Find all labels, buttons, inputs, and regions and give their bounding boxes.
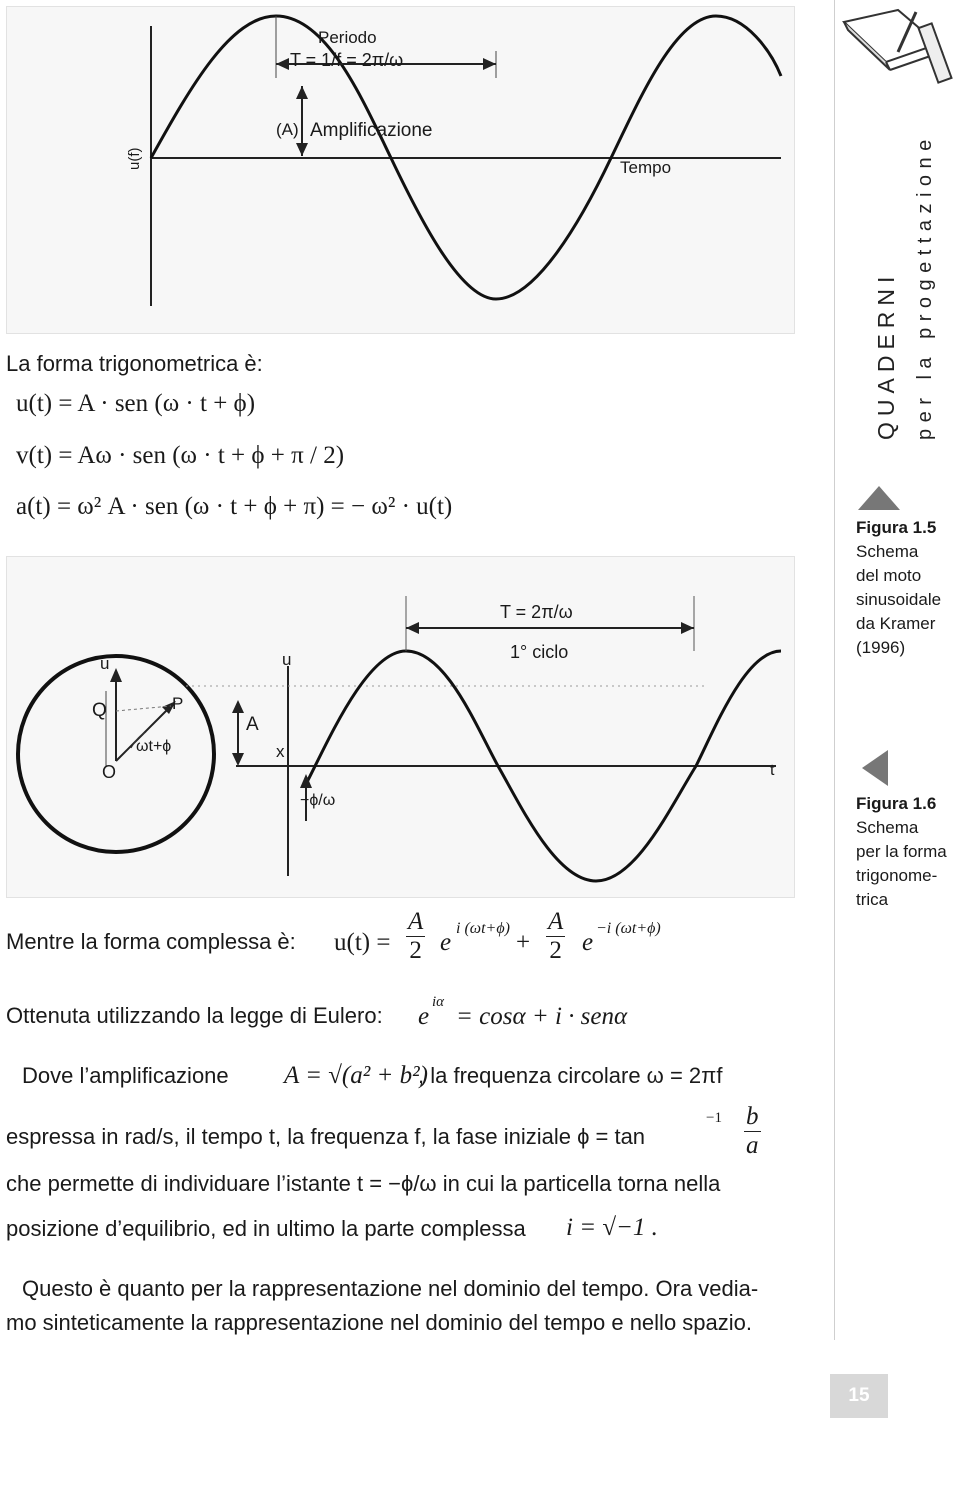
fig16-period-label: T = 2π/ω	[500, 602, 573, 622]
euler-e: e	[418, 1003, 430, 1030]
fig15-time-label: Tempo	[620, 158, 672, 177]
fig15-y-axis-label: u(f)	[126, 147, 143, 170]
figure-1-6-graph	[6, 556, 793, 896]
complex-exp1: i (ωt+ϕ)	[456, 920, 510, 937]
fig16-u-label-2: u	[282, 650, 292, 669]
euler-intro: Ottenuta utilizzando la legge di Eulero:	[6, 1003, 383, 1028]
rad-b: b	[746, 1103, 759, 1130]
equation-a: a(t) = ω² A · sen (ω · t + ϕ + π) = − ω² · u(t)	[16, 493, 453, 520]
complex-e1: e	[440, 929, 452, 956]
amp-rest: , la frequenza circolare ω = 2πf	[418, 1063, 723, 1088]
amp-intro: Dove l’amplificazione	[22, 1063, 229, 1088]
sidebar-divider	[834, 0, 835, 1340]
fig15-title: Figura 1.5	[856, 518, 937, 537]
fig16-o-label: O	[102, 762, 117, 782]
euler-rhs: = cosα + i · senα	[456, 1003, 628, 1030]
triangle-left-icon	[860, 748, 890, 788]
complex-a2: A	[548, 908, 564, 935]
figure-1-6-caption	[856, 792, 947, 912]
fig15-amp-marker: (A)	[276, 120, 299, 139]
fig16-a-label: A	[246, 714, 259, 735]
complex-two-2: 2	[549, 937, 562, 964]
fig16-p-label: P	[172, 694, 184, 713]
fig15-line-2: del moto	[856, 566, 922, 585]
closing-line-1: Questo è quanto per la rappresentazione nel dominio del tempo. Ora vedia-	[22, 1276, 759, 1301]
fig15-line-4: da Kramer	[856, 614, 936, 633]
complex-lhs: u(t) =	[334, 929, 391, 956]
complex-frac-1	[402, 908, 429, 965]
fig15-period-formula: T = 1/f = 2π/ω	[290, 50, 404, 70]
equilibrio-line: posizione d’equilibrio, ed in ultimo la parte complessa	[6, 1216, 526, 1241]
fig16-cycle-label: 1° ciclo	[510, 642, 569, 662]
sidebar-subtitle: per la progettazione	[914, 133, 936, 440]
fig15-line-3: sinusoidale	[856, 590, 942, 609]
complex-plus: +	[516, 929, 531, 956]
fig16-title: Figura 1.6	[856, 794, 937, 813]
fig16-angle-label: ωt+ϕ	[136, 738, 172, 755]
closing-line-2: mo sinteticamente la rappresentazione nel dominio del tempo e nello spazio.	[6, 1310, 752, 1335]
fig16-line-3: trigonome-	[856, 866, 938, 885]
rad-fraction	[740, 1103, 765, 1160]
fig16-u-label-1: u	[100, 654, 110, 673]
euler-exp: iα	[432, 994, 445, 1010]
sidebar-title-block	[873, 133, 937, 440]
fig16-t-label: t	[770, 762, 775, 779]
equation-u: u(t) = A · sen (ω · t + ϕ)	[16, 390, 256, 417]
fig15-period-label: Periodo	[318, 28, 377, 47]
rad-intro: espressa in rad/s, il tempo t, la frequenza f, la fase iniziale ϕ = tan	[6, 1124, 646, 1149]
complex-exp2: −i (ωt+ϕ)	[596, 920, 661, 937]
fig15-line-5: (1996)	[856, 638, 906, 657]
fig15-line-1: Schema	[856, 542, 919, 561]
trig-intro: La forma trigonometrica è:	[6, 351, 263, 376]
triangle-up-icon	[856, 484, 902, 512]
rad-a: a	[746, 1132, 759, 1159]
sidebar-title: QUADERNI	[873, 270, 899, 440]
complex-two-1: 2	[409, 937, 422, 964]
fig16-line-4: trica	[856, 890, 889, 909]
complex-frac-2	[542, 908, 569, 965]
fig16-line-1: Schema	[856, 818, 919, 837]
equilibrio-i: i = √−1 .	[566, 1214, 658, 1241]
figure-1-5-caption	[856, 516, 941, 660]
rad-sup: −1	[706, 1110, 722, 1126]
equation-v: v(t) = Aω · sen (ω · t + ϕ + π / 2)	[16, 442, 345, 469]
fig16-x-label: x	[276, 742, 285, 761]
complex-intro: Mentre la forma complessa è:	[6, 929, 296, 954]
fig16-line-2: per la forma	[856, 842, 947, 861]
notebook-logo-icon	[838, 4, 956, 88]
page-number: 15	[830, 1374, 888, 1418]
fig15-amplification-label: Amplificazione	[310, 120, 433, 141]
amp-formula: A = √(a² + b²)	[284, 1062, 428, 1089]
fig16-q-label: Q	[92, 700, 107, 721]
istante-line: che permette di individuare l’istante t = −ϕ/ω in cui la particella torna nella	[6, 1171, 721, 1196]
complex-a1: A	[408, 908, 424, 935]
complex-e2: e	[582, 929, 594, 956]
fig16-phase-label: −ϕ/ω	[300, 792, 336, 809]
